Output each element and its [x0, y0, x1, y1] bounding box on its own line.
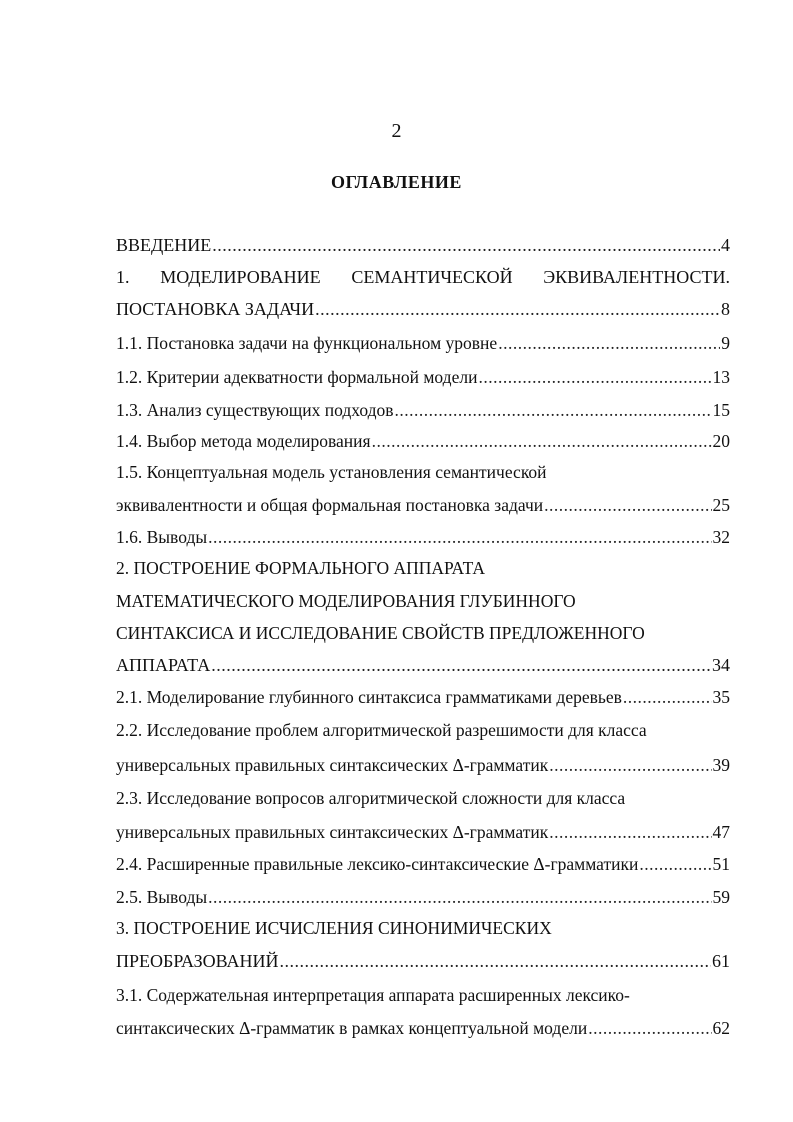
toc-entry-page: 13 [712, 367, 730, 387]
leader-dots [208, 886, 711, 908]
leader-dots [588, 1017, 711, 1039]
toc-entry-page: 34 [712, 655, 730, 675]
toc-entry-page: 32 [712, 527, 730, 547]
toc-entry-text: 1.4. Выбор метода моделирования [116, 431, 371, 451]
toc-entry-text: эквивалентности и общая формальная постановка задачи [116, 495, 544, 515]
leader-dots [549, 754, 711, 776]
toc-entry-text: ПОСТАНОВКА ЗАДАЧИ [116, 299, 315, 319]
toc-word: 1. [116, 267, 130, 287]
leader-dots [498, 332, 720, 354]
leader-dots [315, 298, 720, 320]
toc-entry-text: 1.1. Постановка задачи на функциональном уровне [116, 333, 498, 353]
toc-entry-page: 39 [712, 755, 730, 775]
leader-dots [279, 950, 711, 972]
leader-dots [212, 234, 720, 256]
toc-chapter-1-heading-line1 [116, 266, 730, 288]
page-number: 2 [391, 120, 402, 142]
toc-chapter-3-heading-line2 [116, 950, 730, 972]
toc-entry-1-1 [116, 332, 730, 354]
toc-entry-2-4 [116, 853, 730, 875]
toc-entry-text: 1.6. Выводы [116, 527, 208, 547]
toc-entry-1-2 [116, 366, 730, 388]
toc-entry-2-2-line2 [116, 754, 730, 776]
toc-entry-page: 61 [712, 951, 730, 971]
toc-entry-3-1-line2 [116, 1017, 730, 1039]
toc-entry-1-4 [116, 430, 730, 452]
toc-entry-text: 2.1. Моделирование глубинного синтаксиса грамматиками деревьев [116, 687, 622, 707]
toc-entry-introduction [116, 234, 730, 256]
toc-entry-page: 15 [712, 400, 730, 420]
toc-entry-page: 51 [712, 854, 730, 874]
leader-dots [478, 366, 711, 388]
toc-entry-page: 25 [712, 495, 730, 515]
toc-chapter-2-heading-line3: СИНТАКСИСА И ИССЛЕДОВАНИЕ СВОЙСТВ ПРЕДЛОЖЕННОГО [116, 623, 645, 643]
leader-dots [211, 654, 711, 676]
toc-entry-page: 8 [721, 299, 730, 319]
page-title: ОГЛАВЛЕНИЕ [331, 172, 462, 192]
toc-chapter-1-heading-line2 [116, 298, 730, 320]
toc-entry-text: универсальных правильных синтаксических Δ-грамматик [116, 755, 549, 775]
toc-entry-page: 47 [712, 822, 730, 842]
toc-entry-text: синтаксических Δ-грамматик в рамках концептуальной модели [116, 1018, 588, 1038]
toc-entry-1-5-line1: 1.5. Концептуальная модель установления семантической [116, 462, 547, 482]
leader-dots [639, 853, 711, 875]
toc-word: СЕМАНТИЧЕСКОЙ [351, 267, 513, 287]
toc-entry-3-1-line1: 3.1. Содержательная интерпретация аппарата расширенных лексико- [116, 985, 630, 1005]
toc-entry-1-6 [116, 526, 730, 548]
toc-entry-text: универсальных правильных синтаксических Δ-грамматик [116, 822, 549, 842]
toc-chapter-2-heading-line4 [116, 654, 730, 676]
toc-entry-page: 9 [721, 333, 730, 353]
toc-entry-1-5-line2 [116, 494, 730, 516]
toc-entry-page: 20 [712, 431, 730, 451]
toc-entry-text: АППАРАТА [116, 655, 211, 675]
toc-chapter-2-heading-line1: 2. ПОСТРОЕНИЕ ФОРМАЛЬНОГО АППАРАТА [116, 558, 486, 578]
toc-entry-text: ВВЕДЕНИЕ [116, 235, 212, 255]
leader-dots [623, 686, 712, 708]
toc-entry-text: 1.2. Критерии адекватности формальной модели [116, 367, 478, 387]
toc-entry-2-3-line2 [116, 821, 730, 843]
toc-entry-1-3 [116, 399, 730, 421]
leader-dots [395, 399, 712, 421]
toc-entry-text: 1.3. Анализ существующих подходов [116, 400, 394, 420]
toc-entry-text: 2.5. Выводы [116, 887, 208, 907]
leader-dots [549, 821, 711, 843]
toc-entry-page: 4 [721, 235, 730, 255]
leader-dots [544, 494, 711, 516]
toc-entry-text: 2.4. Расширенные правильные лексико-синтаксические Δ-грамматики [116, 854, 639, 874]
toc-entry-2-2-line1: 2.2. Исследование проблем алгоритмической разрешимости для класса [116, 720, 647, 740]
toc-chapter-3-heading-line1: 3. ПОСТРОЕНИЕ ИСЧИСЛЕНИЯ СИНОНИМИЧЕСКИХ [116, 918, 552, 938]
leader-dots [372, 430, 712, 452]
toc-entry-page: 35 [712, 687, 730, 707]
toc-entry-2-3-line1: 2.3. Исследование вопросов алгоритмической сложности для класса [116, 788, 626, 808]
leader-dots [208, 526, 711, 548]
toc-chapter-2-heading-line2: МАТЕМАТИЧЕСКОГО МОДЕЛИРОВАНИЯ ГЛУБИННОГО [116, 591, 576, 611]
toc-word: МОДЕЛИРОВАНИЕ [160, 267, 321, 287]
toc-word: ЭКВИВАЛЕНТНОСТИ. [543, 267, 730, 287]
toc-entry-page: 62 [712, 1018, 730, 1038]
toc-entry-text: ПРЕОБРАЗОВАНИЙ [116, 951, 279, 971]
toc-entry-page: 59 [712, 887, 730, 907]
toc-entry-2-5 [116, 886, 730, 908]
toc-entry-2-1 [116, 686, 730, 708]
